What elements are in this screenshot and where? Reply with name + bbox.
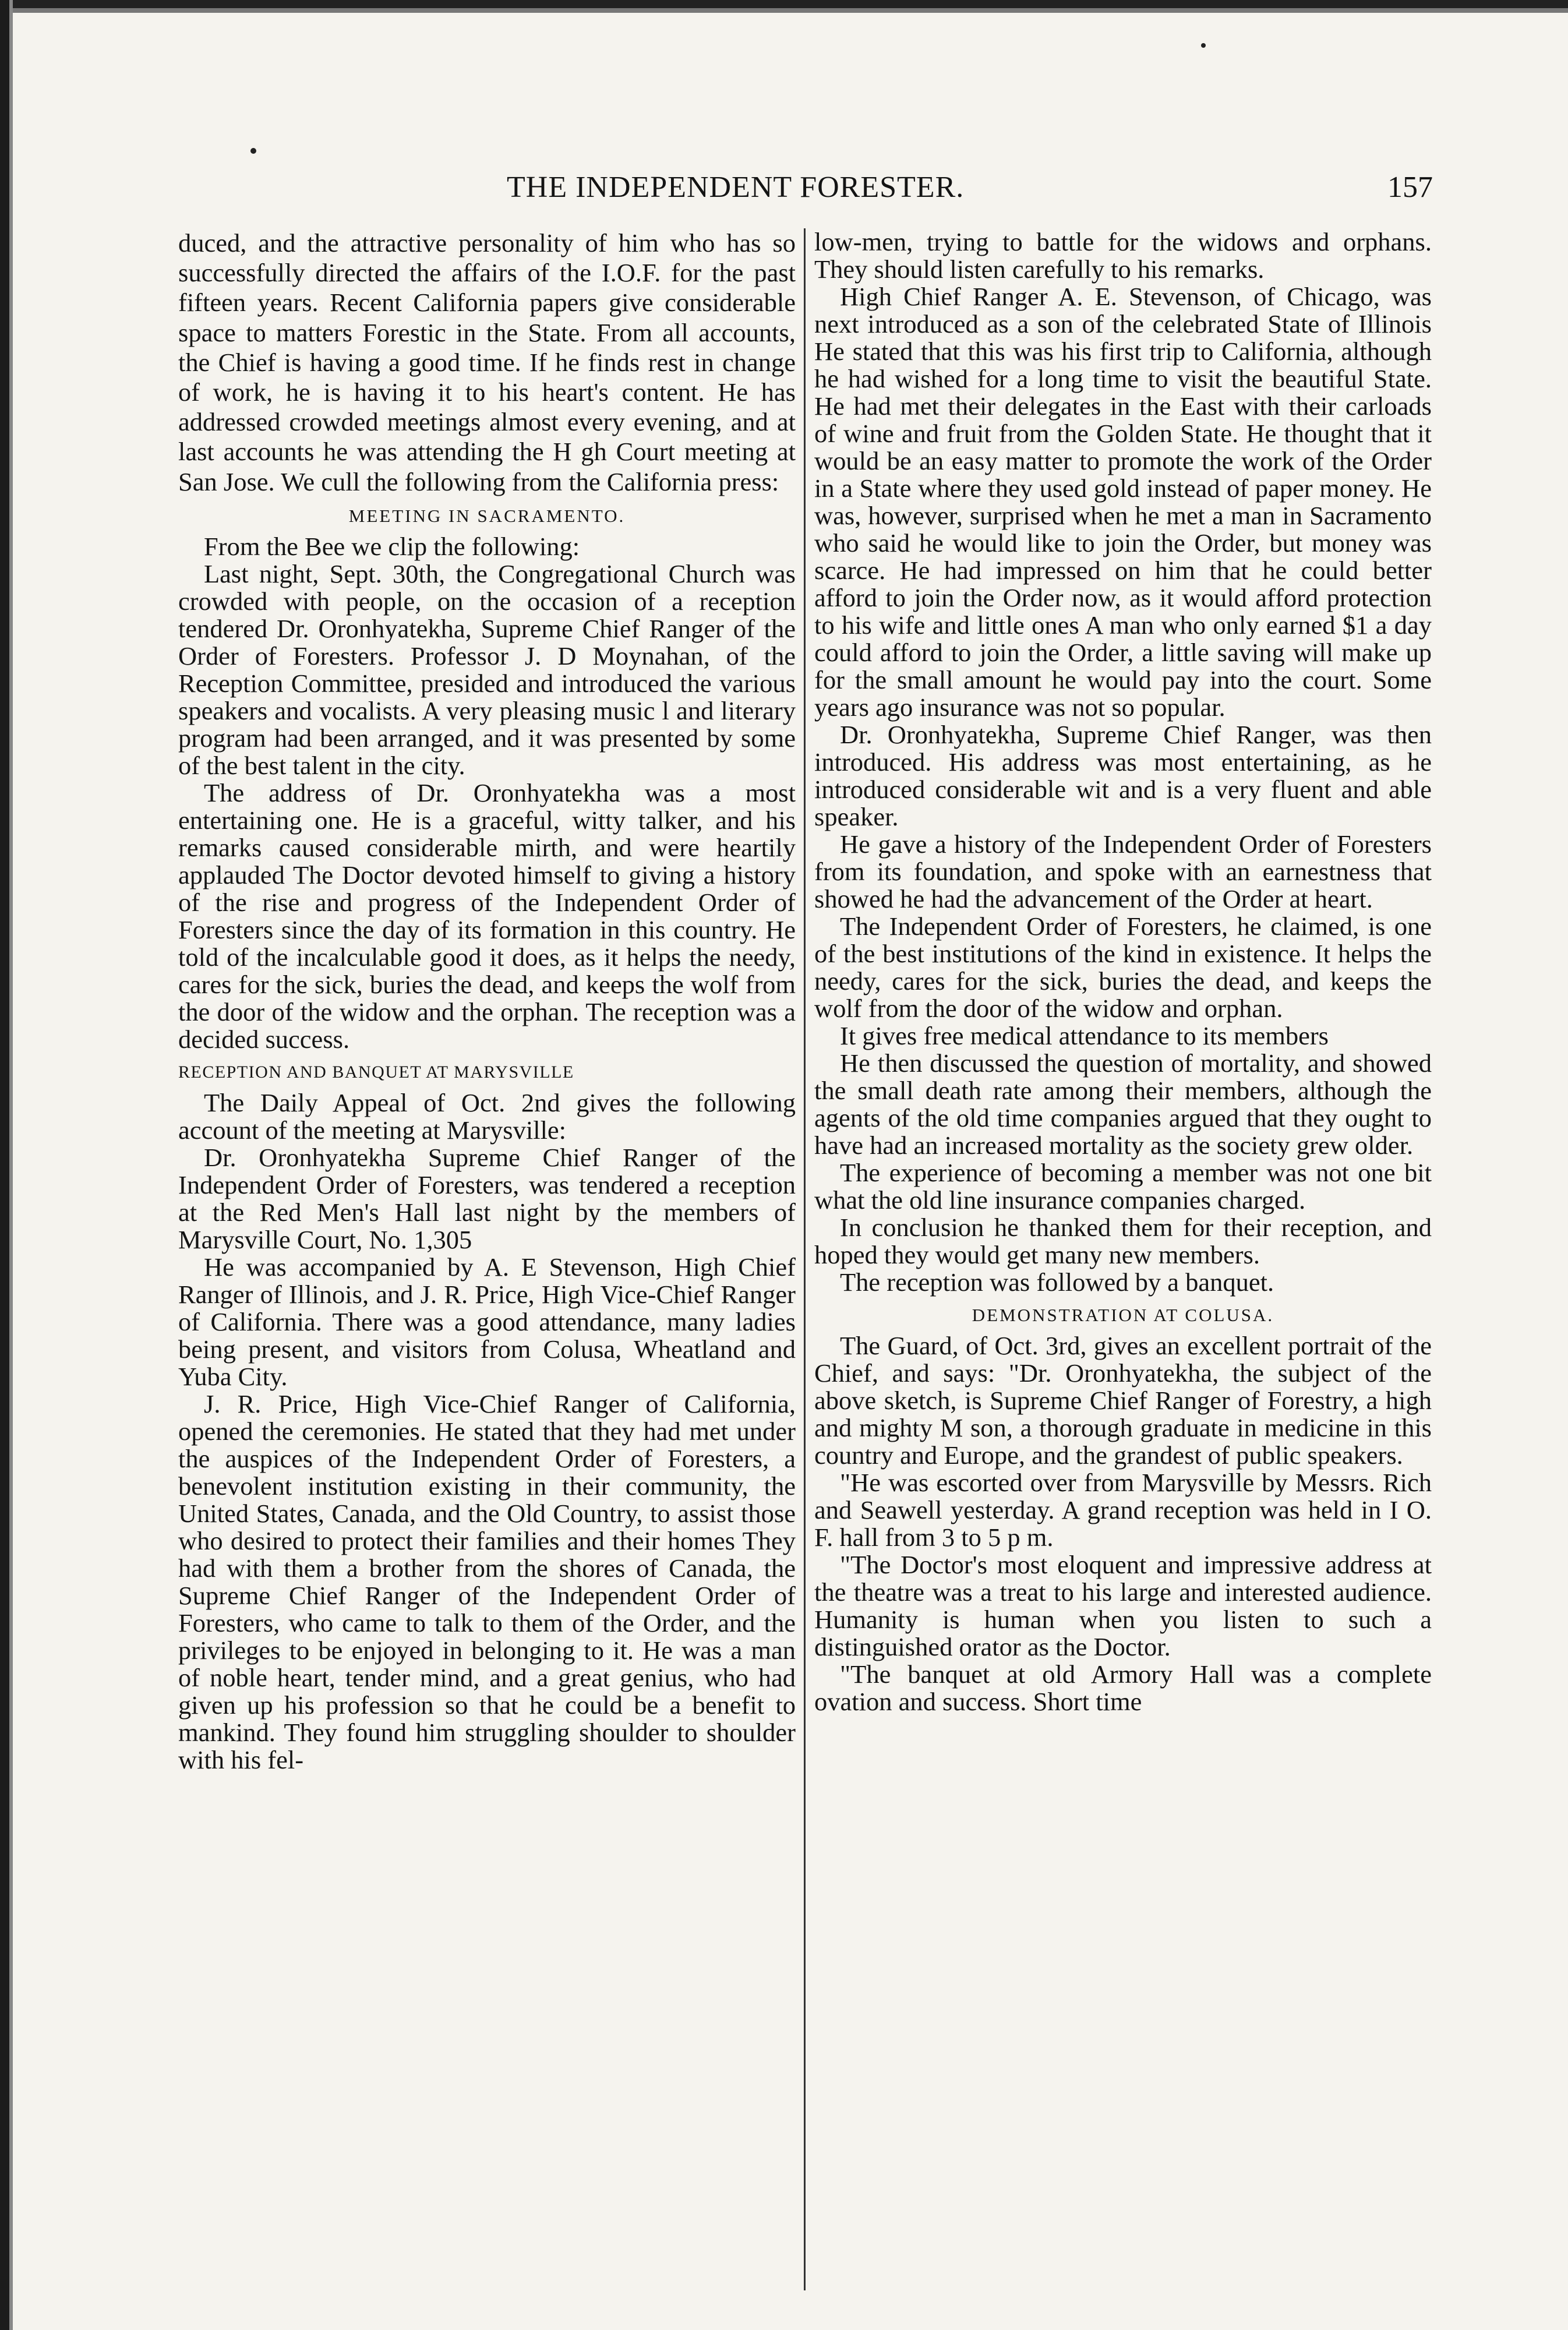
paragraph: "The banquet at old Armory Hall was a complete ovation and success. Short time xyxy=(814,1660,1432,1716)
paragraph: "He was escorted over from Marysville by Messrs. Rich and Seawell yesterday. A grand reception was held in I O. F. hall from 3 to 5 p m. xyxy=(814,1468,1432,1552)
paragraph: duced, and the attractive personality of him who has so successfully directed the affairs of the I.O.F. for the past fifteen years. Recent California papers give considerable space to matters Forestic in the State. From all accounts, the Chief is having a good time. If he finds rest in change of work, he is having it to his heart's content. He has addressed crowded meetings almost every evening, and at last accounts he was attending the H gh Court meeting at San Jose. We cull the following from the California press: xyxy=(178,228,796,496)
paragraph: "The Doctor's most eloquent and impressive address at the theatre was a treat to his large and interested audience. Humanity is human when you listen to such a distinguished orator as the Doctor. xyxy=(814,1550,1432,1661)
paragraph: The experience of becoming a member was not one bit what the old line insurance companies charged. xyxy=(814,1158,1432,1215)
scan-top-edge xyxy=(0,0,1568,13)
scan-left-edge-shadow xyxy=(9,0,13,2330)
paragraph: He then discussed the question of mortality, and showed the small death rate among their members, although the agents of the old time companies argued that they ought to have had an increased mortality as the society grew older. xyxy=(814,1048,1432,1160)
page-number: 157 xyxy=(1387,171,1433,204)
running-head: THE INDEPENDENT FORESTER. xyxy=(507,171,965,204)
paragraph: He was accompanied by A. E Stevenson, High Chief Ranger of Illinois, and J. R. Price, High Vice-Chief Ranger of California. There was a good attendance, many ladies being present, and visitors from Colusa, Wheatland and Yuba City. xyxy=(178,1252,796,1391)
paragraph: He gave a history of the Independent Order of Foresters from its foundation, and spoke with an earnestness that showed he had the advancement of the Order at heart. xyxy=(814,829,1432,913)
paragraph: Dr. Oronhyatekha Supreme Chief Ranger of the Independent Order of Foresters, was tendered a reception at the Red Men's Hall last night by the members of Marysville Court, No. 1,305 xyxy=(178,1142,796,1254)
paragraph: low-men, trying to battle for the widows and orphans. They should listen carefully to his remarks. xyxy=(814,228,1432,284)
paragraph: High Chief Ranger A. E. Stevenson, of Chicago, was next introduced as a son of the celebrated State of Illinois He stated that this was his first trip to California, although he had wished for a long time to visit the beautiful State. He had met their delegates in the East with their carloads of wine and fruit from the Golden State. He thought that it would be an easy matter to promote the work of the Order in a State where they used gold instead of paper money. He was, however, surprised when he met a man in Sacramento who said he would like to join the Order, but money was scarce. He had impressed on him that he could better afford to join the Order now, as it would afford protection to his wife and little ones A man who only earned $1 a day could afford to join the Order, a little saving will make up for the small amount he would pay into the court. Some years ago insurance was not so popular. xyxy=(814,282,1432,722)
paragraph: It gives free medical attendance to its members xyxy=(840,1021,1329,1050)
section-heading: DEMONSTRATION AT COLUSA. xyxy=(972,1305,1274,1325)
section-heading: MEETING IN SACRAMENTO. xyxy=(348,505,626,526)
paragraph: Dr. Oronhyatekha, Supreme Chief Ranger, was then introduced. His address was most entertaining, as he introduced considerable wit and is a very fluent and able speaker. xyxy=(814,720,1432,831)
paragraph: J. R. Price, High Vice-Chief Ranger of California, opened the ceremonies. He stated that they had met under the auspices of the Independent Order of Foresters, a benevolent institution existing in their community, the United States, Canada, and the Old Country, to assist those who desired to protect their families and their homes They had with them a brother from the shores of Canada, the Supreme Chief Ranger of the Independent Order of Foresters, who came to talk to them of the Order, and the privileges to be enjoyed in belonging to it. He was a man of noble heart, tender mind, and a great genius, who had given up his profession so that he could be a benefit to mankind. They found him struggling shoulder to shoulder with his fel- xyxy=(178,1389,796,1774)
paragraph: Last night, Sept. 30th, the Congregational Church was crowded with people, on the occasion of a reception tendered Dr. Oronhyatekha, Supreme Chief Ranger of the Order of Foresters. Professor J. D Moynahan, of the Reception Committee, presided and introduced the various speakers and vocalists. A very pleasing music l and literary program had been arranged, and it was presented by some of the best talent in the city. xyxy=(178,559,796,780)
paragraph: The reception was followed by a banquet. xyxy=(840,1268,1274,1297)
paragraph: In conclusion he thanked them for their reception, and hoped they would get many new members. xyxy=(814,1213,1432,1269)
paragraph: The Daily Appeal of Oct. 2nd gives the following account of the meeting at Marysville: xyxy=(178,1088,796,1145)
ink-speck xyxy=(1201,43,1206,48)
paragraph: The address of Dr. Oronhyatekha was a most entertaining one. He is a graceful, witty talker, and his remarks caused considerable mirth, and were heartily applauded The Doctor devoted himself to giving a history of the rise and progress of the Independent Order of Foresters since the day of its formation in this country. He told of the incalculable good it does, as it helps the needy, cares for the sick, buries the dead, and keeps the wolf from the door of the widow and the orphan. The reception was a decided success. xyxy=(178,778,796,1054)
paragraph: From the Bee we clip the following: xyxy=(204,531,580,561)
page-header xyxy=(175,170,1433,219)
scan-left-edge xyxy=(0,0,9,2330)
section-heading: RECEPTION AND BANQUET AT MARYSVILLE xyxy=(178,1062,574,1082)
column-divider xyxy=(804,228,806,2290)
paragraph: The Guard, of Oct. 3rd, gives an excellent portrait of the Chief, and says: "Dr. Oronhyatekha, the subject of the above sketch, is Supreme Chief Ranger of Forestry, a high and mighty M son, a thorough graduate in medicine in this country and Europe, and the grandest of public speakers. xyxy=(814,1331,1432,1470)
ink-speck xyxy=(250,148,256,154)
paragraph: The Independent Order of Foresters, he claimed, is one of the best institutions of the kind in existence. It helps the needy, cares for the sick, buries the dead, and keeps the wolf from the door of the widow and orphan. xyxy=(814,912,1432,1023)
left-column xyxy=(178,228,796,2290)
right-column xyxy=(814,228,1432,2290)
